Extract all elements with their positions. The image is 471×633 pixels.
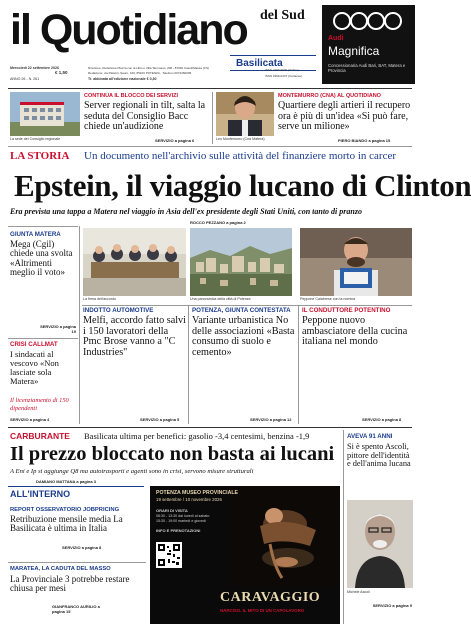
promo-hours-2: 15:30 - 19:00 martedì e giovedì <box>156 519 206 523</box>
right-byline: SERVIZIO a pagina 9 <box>372 603 412 608</box>
ascoli-caption: Michele Ascoli <box>347 590 370 594</box>
fuel-byline: DAMIANO MATTANA a pagina 3 <box>36 479 96 484</box>
address-1: Direzione, Redazione Plazza con la Liblo e Villa Tammano, 200 - 87030 Casoli/Massa (CS) <box>88 66 209 70</box>
council-building-photo <box>10 92 80 136</box>
right-kicker: AVEVA 91 ANNI <box>347 433 393 440</box>
masthead-title: il Quotidiano <box>10 6 247 54</box>
top-right-headline[interactable]: Quartiere degli artieri il recupero ora è più di un'idea «Si può fare, serve un milione» <box>278 100 411 132</box>
promo-dates: 19 settembre / 10 novembre 2026 <box>156 497 222 502</box>
story-3-kicker: IL CONDUTTORE POTENTINO <box>302 307 391 314</box>
story-2-kicker: POTENZA, GIUNTA CONTESTATA <box>192 307 291 314</box>
date: Mercoledì 22 settembre 2026 <box>10 66 59 70</box>
fuel-headline[interactable]: Il prezzo bloccato non basta ai lucani <box>10 443 335 465</box>
promo-hours-label: ORARI DI VISITA <box>156 508 188 513</box>
masthead <box>10 4 320 86</box>
story-1-byline: SERVIZIO a pagina 5 <box>140 417 180 422</box>
right-headline[interactable]: Si è spento Ascoli, pittore dell'identità e dell'anima lucana <box>347 442 411 469</box>
peppone-photo <box>300 228 412 296</box>
story-1-kicker: INDOTTO AUTOMOTIVE <box>83 307 154 314</box>
subscription-note: Tr. abbinata all'edizione nazionale € 0,30 <box>88 77 157 81</box>
lead-headline[interactable]: Epstein, il viaggio lucano di Clinton <box>14 168 471 203</box>
fuel-subhead: A Eni e Ip si aggiunge Q8 ma autotrasporti e agenti sono in crisi, servono misure strutturali <box>10 468 254 475</box>
interno-byline-1: SERVIZIO a pagina 8 <box>62 545 102 550</box>
caravaggio-promo[interactable] <box>150 486 340 624</box>
lead-subhead: Era prevista una tappa a Matera nel viaggio in Asia dell'ex presidente degli Stati Uniti, con tanto di pranzo <box>10 207 362 216</box>
promo-info-label: INFO E PRENOTAZIONI <box>156 528 201 533</box>
interno-kicker-2: MARATEA, LA CADUTA DEL MASSO <box>10 566 111 572</box>
audi-ad[interactable] <box>322 5 415 84</box>
story-2-byline: SERVIZIO a pagina 12 <box>250 417 292 422</box>
lead-byline: ROCCO PEZZANO a pagina 2 <box>190 220 246 225</box>
top-left-kicker: CONTINUA IL BLOCCO DEI SERVIZI <box>84 93 179 99</box>
left-kicker-1: GIUNTA MATERA <box>10 231 61 238</box>
ad-brand: Audi <box>328 35 344 42</box>
promo-title: CARAVAGGIO <box>220 590 321 605</box>
ad-text: Concessionaria Audi Bari, BAT, Matera e Provincia <box>328 63 406 74</box>
promo-top: POTENZA MUSEO PROVINCIALE <box>156 490 238 496</box>
story-2-headline[interactable]: Variante urbanistica No delle associazioni «Basta consumo di suolo e cemento» <box>192 315 295 359</box>
story-3-byline: SERVIZIO a pagina 8 <box>362 417 402 422</box>
interno-headline-2[interactable]: La Provinciale 3 potrebbe restare chiusa per mesi <box>10 574 130 594</box>
lead-kicker: Un documento nell'archivio sulle attività del finanziere morto in carcer <box>84 150 397 162</box>
peppone-caption: Peppone Calabrese con la nomina <box>300 297 356 301</box>
story-1-headline[interactable]: Melfi, accordo fatto salvi i 150 lavoratori della Pmc Brose vanno a "C Industries" <box>83 315 186 359</box>
issue-number: ANNO 26 - N. 261 <box>10 77 40 81</box>
fuel-kicker: Basilicata ultima per benefici: gasolio -3,4 centesimi, benzina -1,9 <box>84 431 310 441</box>
interno-headline-1[interactable]: Retribuzione mensile media La Basilicata è ultima in Italia <box>10 514 123 534</box>
left-headline-1[interactable]: Mega (Cgil) chiede una svolta «Altrimenti meglio il voto» <box>10 239 73 278</box>
promo-tag: NARCISO. IL MITO DI UN CAPOLAVORO <box>220 608 305 613</box>
lead-label: LA STORIA <box>10 150 70 162</box>
interno-byline-2: GIANFRANCO AURILIO a pagina 15 <box>52 604 100 614</box>
issn-print: ISSN 2499-0447 (Cartaceo) <box>265 74 303 78</box>
montemurro-photo <box>216 92 274 136</box>
agreement-caption: La firma dell'accordo <box>83 297 117 301</box>
left-byline-2: SERVIZIO a pagina 4 <box>10 417 50 422</box>
caravaggio-painting <box>230 486 340 586</box>
top-right-byline: PIERO BIANDO a pagina 15 <box>338 138 391 143</box>
qr-code-icon <box>156 542 182 568</box>
council-photo-caption: La sede del Consiglio regionale <box>10 137 61 141</box>
promo-hours-1: 08:30 - 13:30 dal lunedì al sabato <box>156 514 210 518</box>
top-left-headline[interactable]: Server regionali in tilt, salta la seduta del Consiglio Bacc chiede un'audizione <box>84 100 206 132</box>
agreement-photo <box>83 228 186 296</box>
audi-rings-icon <box>330 11 408 31</box>
masthead-suffix: del Sud <box>260 8 305 23</box>
issn-online: ISSN 2499-0000 (Online) <box>265 68 299 72</box>
potenza-caption: Una panoramica della città di Potenza <box>190 297 251 301</box>
top-left-byline: SERVIZIO a pagina 6 <box>155 138 195 143</box>
edition-label: Basilicata <box>236 58 283 69</box>
interno-label: ALL'INTERNO <box>10 489 71 499</box>
story-3-headline[interactable]: Peppone nuovo ambasciatore della cucina italiana nel mondo <box>302 315 408 348</box>
left-kicker-2: CRISI CALLMAT <box>10 341 58 348</box>
ascoli-photo <box>347 500 413 588</box>
potenza-panorama-photo <box>190 228 292 296</box>
montemurro-caption: Leo Montemurro (Cna Matera) <box>216 137 265 141</box>
left-headline-2[interactable]: I sindacati al vescovo «Non lasciate sola Matera» <box>10 349 59 386</box>
address-2: Redazione: via Palazzo Sauro, 100, 85100 POTENZA - Telefono 0974460009 <box>88 71 192 75</box>
top-right-kicker: MONTEMURRO (CNA) AL QUOTIDIANO <box>278 93 381 99</box>
price: € 1,50 <box>55 70 68 75</box>
left-byline-1: SERVIZIO a pagina 19 <box>40 324 76 334</box>
interno-kicker-1: REPORT OSSERVATORIO JOBPRICING <box>10 507 120 513</box>
fuel-label: CARBURANTE <box>10 431 70 441</box>
left-text-2: Il licenziamento di 150 dipendenti <box>10 397 69 412</box>
ad-model: Magnifica <box>328 44 380 58</box>
